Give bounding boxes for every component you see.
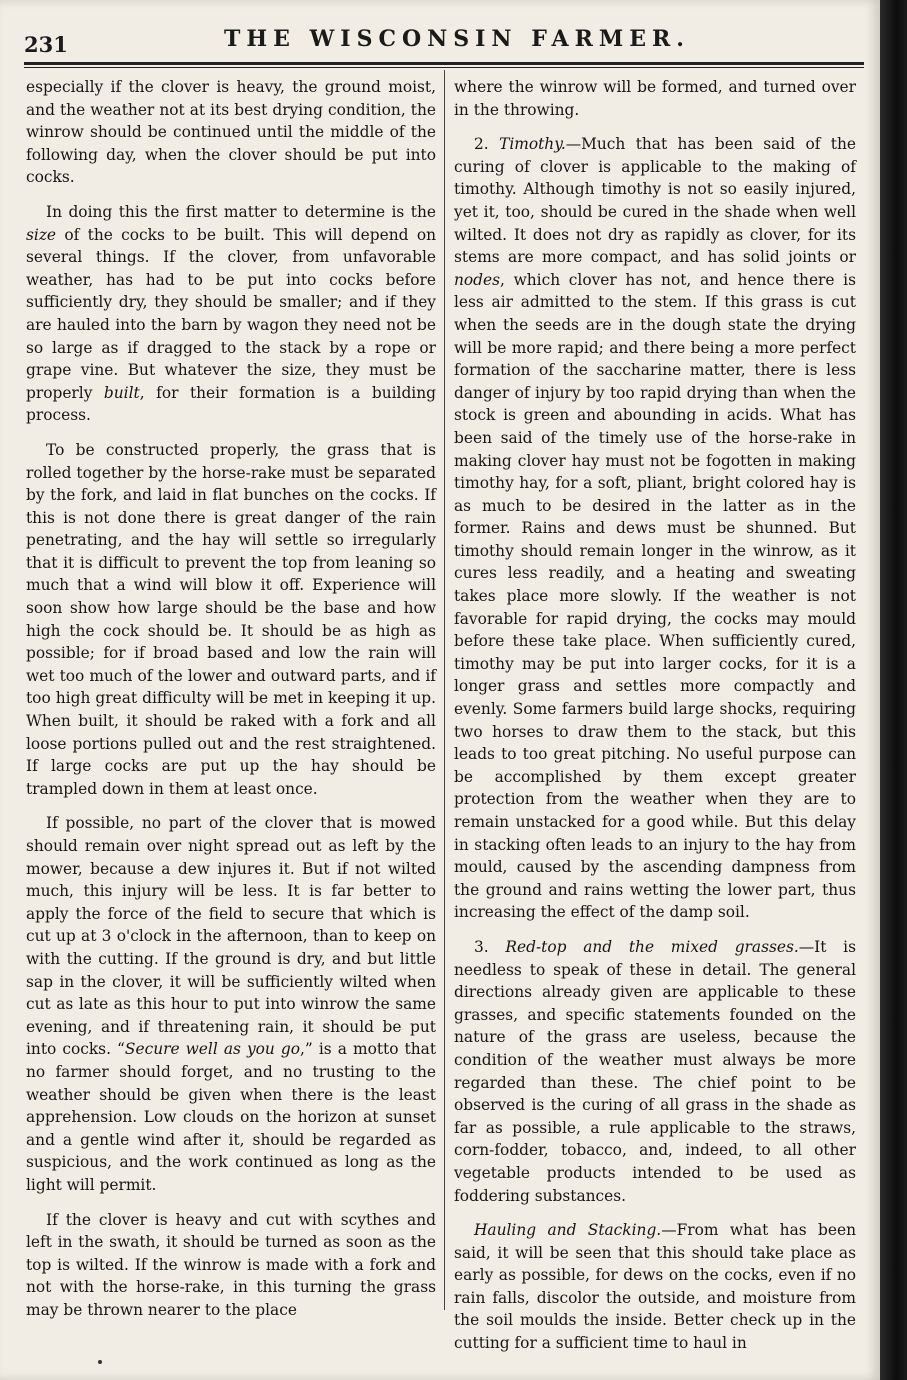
paragraph: If possible, no part of the clover that is mowed should remain over night spread out as left by the mower, because a dew injures it. But if not wilted much, this injury will be less. It is far better to apply the force of the field to secure that which is cut up at 3 o'clock in the afternoon, than to keep on with the cutting. If the ground is dry, and but little sap in the clover, it will be sufficiently wilted when cut as late as this hour to put into winrow the same evening, and if threatening rain, it should be put into cocks. “Secure well as you go,” is a motto that no farmer should forget, and no trusting to the weather should be given when there is the least apprehension. Low clouds on the horizon at sunset and a gentle wind after it, should be regarded as suspicious, and the work continued as long as the light will permit. [26,814,437,1194]
right-column [454,76,856,1355]
paragraph: where the winrow will be formed, and turned over in the throwing. [454,78,856,119]
column-divider [444,70,445,1310]
paragraph: especially if the clover is heavy, the ground moist, and the weather not at its best drying condition, the winrow should be continued until the middle of the following day, when the clover should be put into cocks. [26,78,436,187]
paragraph: If the clover is heavy and cut with scythes and left in the swath, it should be turned as soon as the top is wilted. If the winrow is made with a fork and not with the horse-rake, in this turning the grass may be thrown nearer to the place [26,1210,436,1319]
paragraph: In doing this the first matter to determine is the size of the cocks to be built. This will depend on several things. If the clover, from unfavorable weather, has had to be put into cocks before sufficiently dry, they should be smaller; and if they are hauled into the barn by wagon they need not be so large as if dragged to the stack by a rope or grape vine. But whatever the size, they must be properly built, for their formation is a building process. [26,202,436,425]
left-column [26,76,436,1321]
paragraph-red-top: 3. Red-top and the mixed grasses.—It is needless to speak of these in detail. The general directions already given are applicable to these grasses, and specific statements founded on the nature of the grass are useless, because the condition of the weather must always be more regarded than these. The chief point to be observed is the curing of all grass in the shade as far as possible, a rule applicable to the straws, corn-fodder, tobacco, and, indeed, to all other vegetable products intended to be used as foddering substances. [454,937,856,1205]
ink-speck [98,1360,102,1364]
page-header [24,22,864,57]
paragraph-hauling: Hauling and Stacking.—From what has been said, it will be seen that this should take place as early as possible, for dews on the cocks, even if no rain falls, discolor the outside, and moisture from the soil moulds the inside. Better check up in the cutting for a sufficient time to haul in [454,1221,856,1353]
page-number: 231 [24,32,68,57]
header-rule [24,62,864,68]
paragraph: To be constructed properly, the grass that is rolled together by the horse-rake must be separated by the fork, and laid in flat bunches on the cocks. If this is not done there is great danger of the rain penetrating, and the hay will settle so irregularly that it is difficult to prevent the top from leaning so much that a wind will blow it off. Experience will soon show how large should be the base and how high the cock should be. It should be as high as possible; for if broad based and low the rain will wet too much of the lower and outward parts, and if too high great difficulty will be met in keeping it up. When built, it should be raked with a fork and all loose portions pulled out and the rest straightened. If large cocks are put up the hay should be trampled down in them at least once. [26,440,436,798]
page-edge-shadow [880,0,907,1380]
paragraph-timothy: 2. Timothy.—Much that has been said of the curing of clover is applicable to the making of timothy. Although timothy is not so easily injured, yet it, too, should be cured in the shade when well wilted. It does not dry as rapidly as clover, for its stems are more compact, and has solid joints or nodes, which clover has not, and hence there is less air admitted to the stem. If this grass is cut when the seeds are in the dough state the drying will be more rapid; and there being a more perfect formation of the saccharine matter, there is less danger of injury by too rapid drying than when the stock is green and abounding in acids. What has been said of the timely use of the horse-rake in making clover hay must not be fogotten in making timothy hay, for a soft, pliant, bright colored hay is as much to be desired in the latter as in the former. Rains and dews must be shunned. But timothy should remain longer in the winrow, as it cures less readily, and a heating and sweating takes place more slowly. If the weather is not favorable for rapid drying, the cocks may mould before these take place. When sufficiently cured, timothy may be put into larger cocks, for it is a longer grass and settles more compactly and evenly. Some farmers build large shocks, requiring two horses to draw them to the stack, but this leads to too great pitching. No useful purpose can be accomplished by them except greater protection from the weather when they are to remain unstacked for a good while. But this delay in stacking often leads to an injury to the hay from mould, caused by the ascending dampness from the ground and rains wetting the lower part, thus increasing the effect of the damp soil. [454,135,857,922]
journal-title: THE WISCONSIN FARMER. [224,26,690,52]
